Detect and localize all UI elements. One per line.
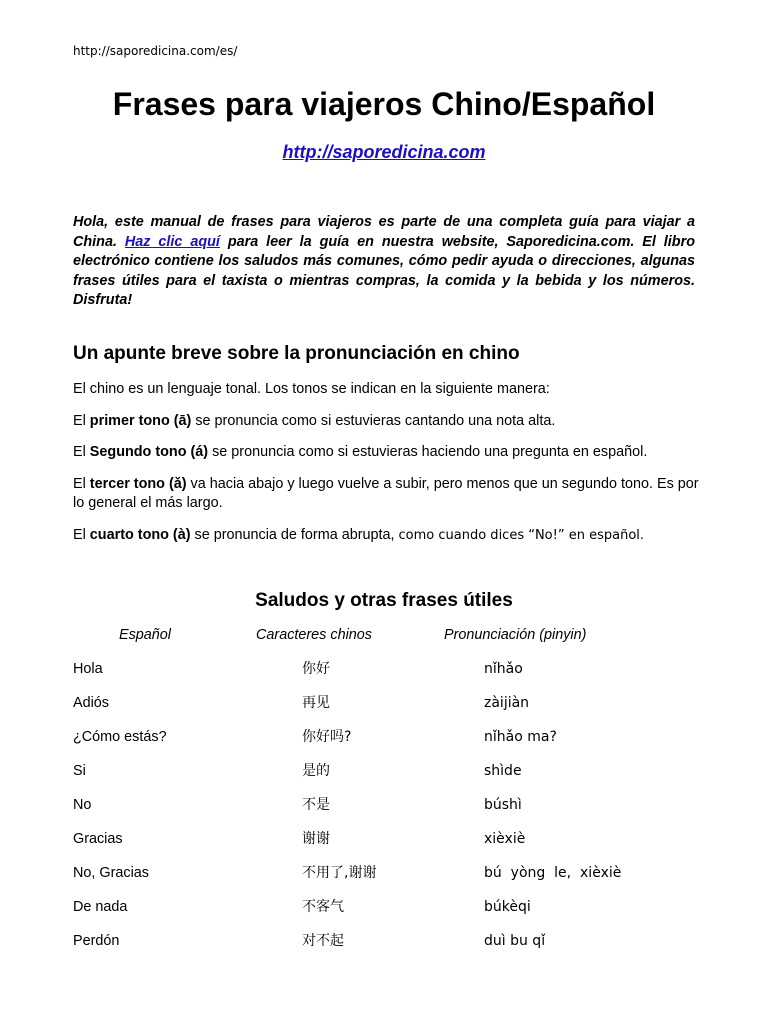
tone-4-desc: se pronuncia de forma abrupta, (190, 527, 399, 543)
phrase-row (0, 829, 768, 851)
tone-1-label: primer tono (ā) (89, 413, 192, 429)
phrase-spanish: Hola (73, 661, 103, 677)
phrase-pinyin: nǐhǎo ma? (484, 729, 557, 745)
phrase-row (0, 795, 768, 817)
phrase-row (0, 761, 768, 783)
site-link[interactable]: http://saporedicina.com (282, 142, 486, 162)
phrase-spanish: No (73, 797, 92, 813)
tone-2-pre: El (73, 444, 90, 460)
phrase-pinyin: shìde (484, 763, 522, 779)
tone-1-pre: El (73, 413, 90, 429)
phrase-chinese: 你好 (302, 661, 330, 677)
phrase-spanish: Perdón (73, 933, 120, 949)
phrase-chinese: 不用了,谢谢 (302, 865, 377, 881)
pronunciation-intro: El chino es un lenguaje tonal. Los tonos se indican en la siguiente manera: (73, 381, 550, 397)
tone-1-desc: se pronuncia como si estuvieras cantando una nota alta. (191, 413, 556, 429)
phrase-row (0, 693, 768, 715)
pronunciation-heading: Un apunte breve sobre la pronunciación en chino (73, 343, 520, 364)
phrase-pinyin: búkèqi (484, 899, 531, 915)
phrase-chinese: 你好吗? (302, 729, 352, 745)
tone-3-desc: va hacia abajo y luego vuelve a subir, pero menos que un segundo tono. Es por lo general el más largo. (73, 476, 699, 511)
phrase-row (0, 863, 768, 885)
phrase-spanish: No, Gracias (73, 865, 149, 881)
phrase-chinese: 不是 (302, 797, 330, 813)
col-header-spanish: Español (119, 627, 172, 643)
phrase-row (0, 727, 768, 749)
phrase-spanish: De nada (73, 899, 128, 915)
phrase-pinyin: zàijiàn (484, 695, 530, 711)
phrase-pinyin: xièxiè (484, 831, 526, 847)
phrase-chinese: 是的 (302, 763, 330, 779)
phrase-pinyin: búshì (484, 797, 522, 813)
tone-2-desc: se pronuncia como si estuvieras haciendo una pregunta en español. (208, 444, 648, 460)
tone-4-example: como cuando dices “No!” en español (398, 528, 640, 543)
intro-text-1: Hola, este manual de frases para viajeros es parte de una completa guía para viajar a China. (73, 214, 695, 250)
phrase-row (0, 931, 768, 953)
tone-3-text (73, 475, 703, 513)
phrase-spanish: Si (73, 763, 86, 779)
phrase-row (0, 659, 768, 681)
phrase-chinese: 不客气 (302, 899, 344, 915)
phrase-row (0, 897, 768, 919)
col-header-pinyin: Pronunciación (pinyin) (444, 627, 587, 643)
tone-3-label: tercer tono (ǎ) (89, 476, 187, 492)
tone-4-pre: El (73, 527, 90, 543)
tone-2-text (73, 443, 703, 462)
phrase-pinyin: bú yòng le, xièxiè (484, 865, 622, 881)
phrases-title: Saludos y otras frases útiles (255, 590, 513, 611)
tone-4-label: cuarto tono (à) (89, 527, 191, 543)
intro-text-2: para leer la guía en nuestra website, Saporedicina.com. El libro electrónico contiene los saludos más comunes, cómo pedir ayuda o direcciones, algunas frases útiles para el taxista o mientras compras, la comida y la bebida y los números. Disfruta! (73, 233, 695, 309)
intro-paragraph (73, 213, 695, 311)
col-header-chinese: Caracteres chinos (256, 627, 372, 643)
phrase-chinese: 再见 (302, 695, 330, 711)
phrase-spanish: Gracias (73, 831, 123, 847)
phrase-pinyin: duì bu qǐ (484, 933, 546, 949)
tone-4-end: . (639, 527, 644, 543)
tone-2-label: Segundo tono (á) (89, 444, 209, 460)
phrase-spanish: ¿Cómo estás? (73, 729, 167, 745)
header-url: http://saporedicina.com/es/ (73, 44, 238, 58)
phrase-pinyin: nǐhǎo (484, 661, 523, 677)
guide-link[interactable]: Haz clic aquí (124, 233, 220, 250)
phrase-chinese: 对不起 (302, 933, 344, 949)
phrase-spanish: Adiós (73, 695, 109, 711)
tone-1-text (73, 412, 703, 431)
tone-3-pre: El (73, 476, 90, 492)
phrase-chinese: 谢谢 (302, 831, 330, 847)
tone-4-text (73, 526, 703, 545)
page-title: Frases para viajeros Chino/Español (112, 86, 656, 122)
